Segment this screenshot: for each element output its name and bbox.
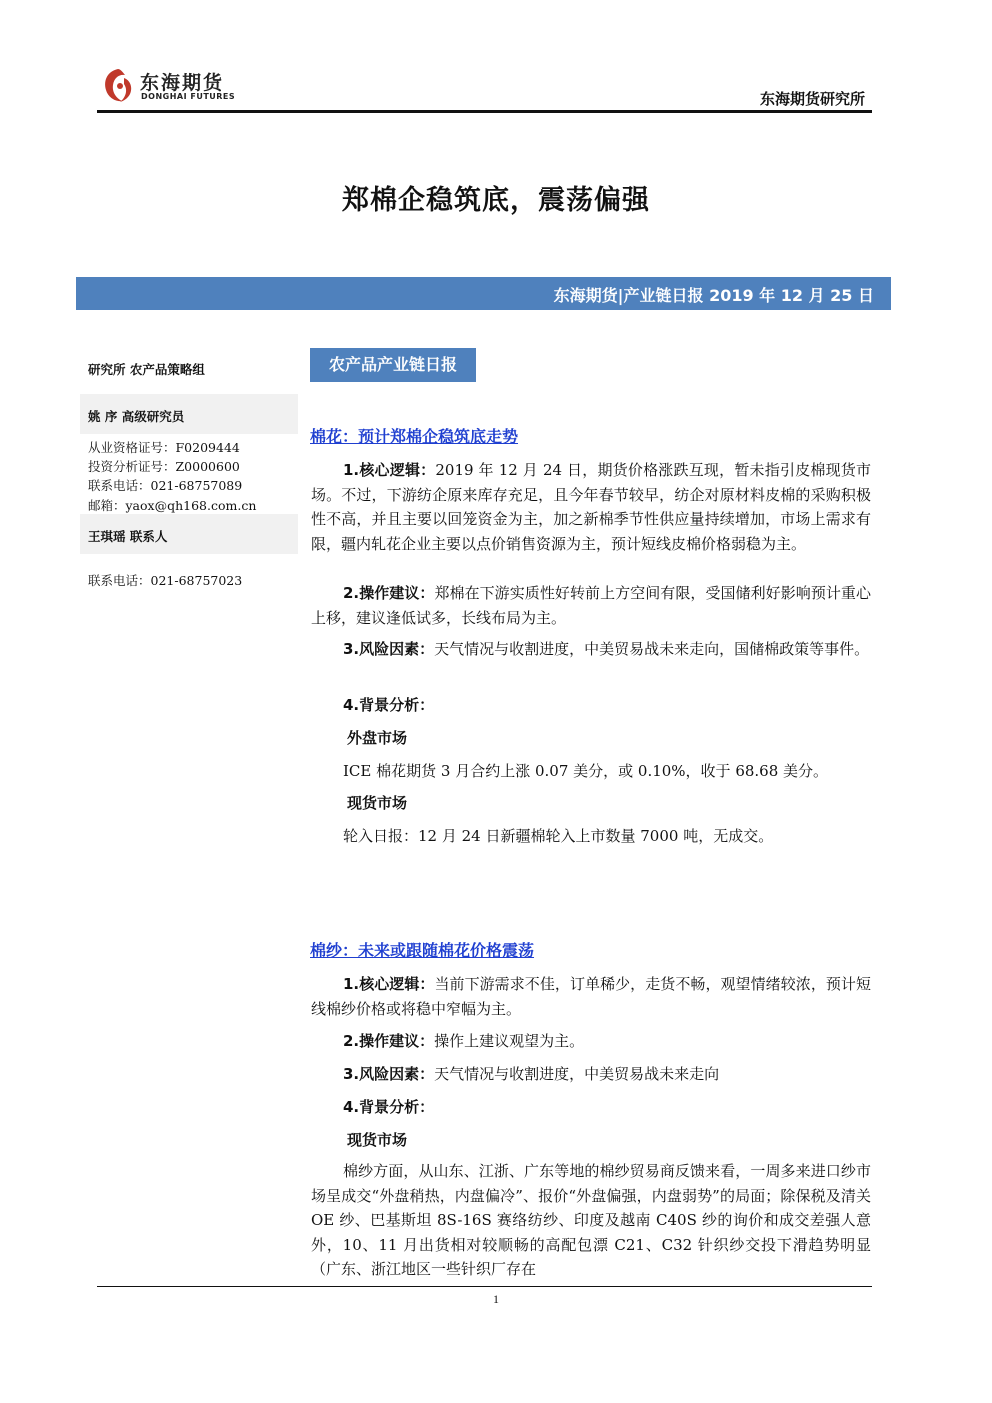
- yarn-background-label: 4.背景分析：: [343, 1098, 435, 1116]
- logo-chinese-name: 东海期货: [140, 72, 225, 94]
- analyst2-phone: 联系电话：021-68757023: [88, 573, 243, 588]
- yarn-core-logic-label: 1.核心逻辑：: [343, 975, 435, 993]
- analyst1-cert1: 从业资格证号：F0209444: [88, 440, 240, 455]
- cotton-background-label: 4.背景分析：: [343, 696, 435, 714]
- page-number: 1: [493, 1292, 499, 1306]
- yarn-core-logic-text: 当前下游需求不佳，订单稀少，走货不畅，观望情绪较浓，预计短线棉纱价格或将稳中窄幅为主。: [311, 975, 871, 1018]
- header-rule: [97, 110, 872, 113]
- yarn-advice-label: 2.操作建议：: [343, 1032, 435, 1050]
- cotton-foreign-market-text: ICE 棉花期货 3 月合约上涨 0.07 美分，或 0.10%，收于 68.68 美分。: [343, 762, 829, 780]
- cotton-advice-text: 郑棉在下游实质性好转前上方空间有限，受国储利好影响预计重心上移，建议逢低试多，长线布局为主。: [311, 584, 871, 627]
- dragon-logo-icon: [100, 66, 136, 106]
- yarn-background: [311, 1095, 871, 1120]
- cotton-advice: [311, 581, 871, 630]
- cotton-core-logic-text: 2019 年 12 月 24 日，期货价格涨跌互现，暂未指引皮棉现货市场。不过，下游纺企原来库存充足，且今年春节较早，纺企对原材料皮棉的采购积极性不高，并且主要以回笼资金为主，加之新棉季节性供应量持续增加，市场上需求有限，疆内轧花企业主要以点价销售资源为主，预计短线皮棉价格弱稳为主。: [311, 461, 871, 553]
- yarn-risk-text: 天气情况与收割进度，中美贸易战未来走向: [434, 1065, 720, 1083]
- yarn-advice: [311, 1029, 871, 1054]
- logo-english-name: DONGHAI FUTURES: [141, 92, 236, 101]
- yarn-risk-label: 3.风险因素：: [343, 1065, 435, 1083]
- report-banner: [76, 277, 891, 310]
- footer-rule: [97, 1286, 872, 1287]
- cotton-spot-market-text: 轮入日报：12 月 24 日新疆棉轮入上市数量 7000 吨，无成交。: [343, 827, 774, 845]
- report-category-tag: 农产品产业链日报: [310, 348, 476, 382]
- report-title: 郑棉企稳筑底，震荡偏强: [342, 185, 650, 216]
- cotton-background: [311, 693, 871, 718]
- institute-name: 东海期货研究所: [759, 90, 865, 108]
- sidebar-dept: 研究所 农产品策略组: [88, 362, 205, 377]
- cotton-section-title[interactable]: 棉花：预计郑棉企稳筑底走势: [310, 427, 519, 446]
- banner-text: 东海期货|产业链日报 2019 年 12 月 25 日: [553, 286, 874, 305]
- cotton-core-logic: [311, 458, 871, 556]
- analyst1-email: 邮箱：yaox@qh168.com.cn: [88, 498, 257, 513]
- yarn-spot-market-heading: 现货市场: [347, 1131, 408, 1149]
- cotton-advice-label: 2.操作建议：: [343, 584, 435, 602]
- cotton-risk: [311, 637, 871, 662]
- cotton-risk-label: 3.风险因素：: [343, 640, 435, 658]
- yarn-spot-market-text: 棉纱方面，从山东、江浙、广东等地的棉纱贸易商反馈来看，一周多来进口纱市场呈成交“外盘稍热，内盘偏冷”、报价“外盘偏强，内盘弱势”的局面；除保税及清关 OE 纱、巴基斯坦 8S-16S 赛络纺纱、印度及越南 C40S 纱的询价和成交差强人意外，10、11 月出货相对较顺畅的高配包漂 C21、C32 针织纱交投下滑趋势明显（广东、浙江地区一些针织厂存在: [311, 1162, 871, 1278]
- yarn-section-title[interactable]: 棉纱：未来或跟随棉花价格震荡: [310, 941, 535, 960]
- cotton-spot-market-heading: 现货市场: [347, 794, 408, 812]
- analyst1-phone: 联系电话：021-68757089: [88, 478, 243, 493]
- company-logo: [100, 66, 260, 110]
- yarn-risk: [311, 1062, 871, 1087]
- cotton-core-logic-label: 1.核心逻辑：: [343, 461, 436, 479]
- analyst1-name: 姚 序 高级研究员: [88, 409, 185, 424]
- cotton-risk-text: 天气情况与收割进度，中美贸易战未来走向，国储棉政策等事件。: [434, 640, 870, 658]
- cotton-foreign-market-heading: 外盘市场: [347, 729, 408, 747]
- analyst1-cert2: 投资分析证号：Z0000600: [88, 459, 240, 474]
- analyst2-name: 王琪瑶 联系人: [88, 529, 168, 544]
- yarn-core-logic: [311, 972, 871, 1021]
- yarn-advice-text: 操作上建议观望为主。: [434, 1032, 585, 1050]
